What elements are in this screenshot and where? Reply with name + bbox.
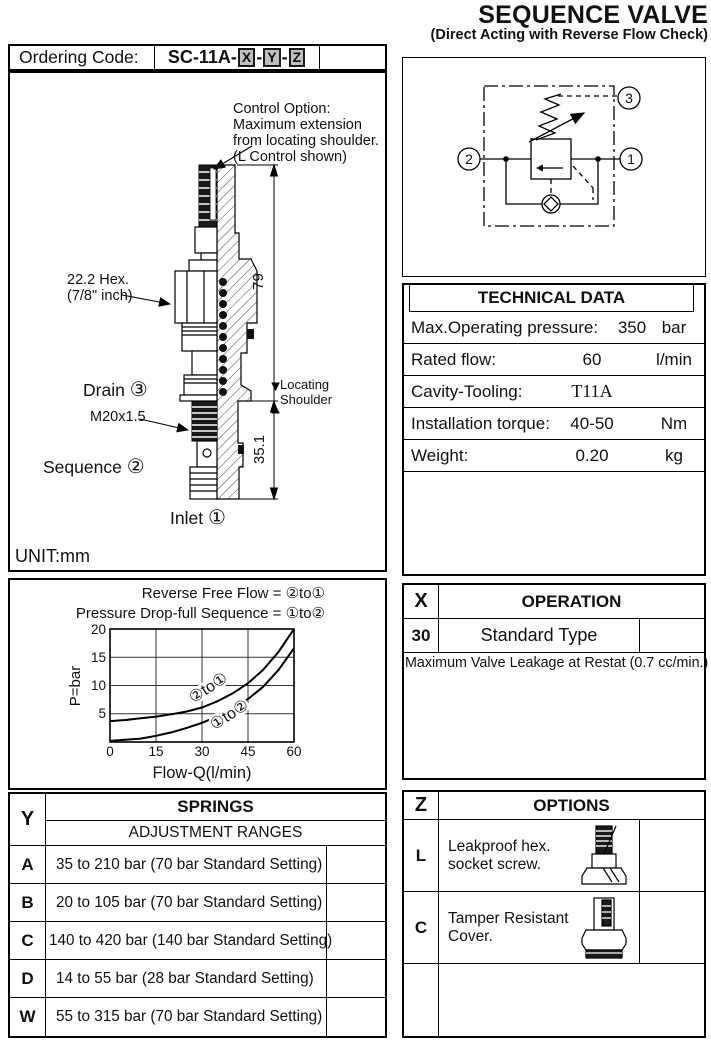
curve-label-2to1: ②to①	[186, 669, 231, 707]
x-axis-ticks	[106, 744, 301, 759]
table-row	[404, 312, 704, 344]
svg-text:45: 45	[240, 744, 256, 759]
m20-threads	[192, 401, 217, 441]
y-axis-ticks	[91, 622, 106, 721]
port3-number: 3	[625, 90, 633, 106]
locating-shoulder-label: Locating Shoulder	[280, 377, 333, 407]
performance-chart-box	[8, 578, 387, 790]
svg-text:20: 20	[90, 622, 106, 637]
spring-row-blank	[327, 846, 385, 884]
sequence-port-symbol: ②	[126, 456, 145, 478]
springs-subtitle: ADJUSTMENT RANGES	[46, 821, 385, 846]
spring-row-range: 20 to 105 bar (70 bar Standard Setting)	[46, 884, 327, 922]
spring-row-code: D	[10, 960, 46, 998]
springs-code-header: Y	[10, 794, 46, 846]
spring-row-code: W	[10, 998, 46, 1036]
operation-note: Maximum Valve Leakage at Restat (0.7 cc/min.)	[405, 655, 709, 671]
spring-row-blank	[327, 960, 385, 998]
port1-number: 1	[627, 151, 635, 167]
hex-socket-screw-icon	[573, 824, 635, 888]
dim-79: 79	[249, 273, 267, 290]
y-axis-label: P=bar	[67, 665, 84, 707]
chart-legend-line-2: Pressure Drop-full Sequence = ①to②	[75, 604, 325, 622]
spring-row-blank	[327, 884, 385, 922]
valve-symbol-square	[531, 139, 571, 179]
table-row	[404, 344, 704, 376]
ordering-blank-cell	[320, 46, 385, 69]
tech-label: Weight:	[411, 446, 469, 465]
tech-value: 0.20	[575, 446, 609, 465]
check-valve-poppet	[544, 197, 558, 211]
ordering-code-bar	[8, 44, 387, 71]
operation-table	[402, 583, 709, 780]
tech-value: 350	[617, 318, 647, 337]
technical-data-title: TECHNICAL DATA	[409, 285, 694, 312]
table-row	[404, 440, 704, 472]
ordering-code-label: Ordering Code:	[10, 46, 155, 69]
valve-body-outline	[175, 227, 217, 499]
tamper-resistant-cover-icon	[573, 896, 635, 962]
operation-code-header: X	[404, 585, 439, 619]
option-row-blank	[640, 820, 704, 892]
ordering-code-value	[155, 46, 320, 69]
spring-row-range: 14 to 55 bar (28 bar Standard Setting)	[46, 960, 327, 998]
option-row-label: Tamper Resistant Cover.	[439, 892, 640, 964]
tech-unit: Nm	[660, 414, 688, 433]
tech-unit: l/min	[656, 350, 692, 369]
spring-symbol	[536, 94, 561, 140]
svg-text:60: 60	[286, 744, 302, 759]
dim-35-1: 35.1	[251, 434, 269, 465]
spring-row-range: 35 to 210 bar (70 bar Standard Setting)	[46, 846, 327, 884]
springs-table	[8, 792, 387, 1038]
technical-data-table	[402, 283, 706, 576]
option-row-code: C	[404, 892, 439, 964]
port2-number: 2	[465, 151, 473, 167]
option-row-blank	[640, 892, 704, 964]
adjust-screw-threads	[199, 165, 217, 227]
options-code-header: Z	[404, 792, 439, 820]
drain-port-symbol: ③	[129, 379, 148, 401]
spring-row-range: 140 to 420 bar (140 bar Standard Setting)	[46, 922, 327, 960]
tech-label: Installation torque:	[411, 414, 550, 433]
x-axis-label: Flow-Q(l/min)	[152, 764, 252, 782]
valve-drawing-box	[8, 71, 387, 572]
code-prefix: SC-11A-	[167, 47, 237, 67]
code-sep-2: -	[281, 47, 288, 67]
hydraulic-schematic-box	[402, 57, 706, 277]
options-bottom-blank	[439, 964, 704, 1036]
options-table	[402, 790, 706, 1038]
operation-blank-cell	[640, 619, 704, 653]
options-bottom-code-blank	[404, 964, 439, 1036]
springs-title: SPRINGS	[46, 794, 385, 821]
hex-size-label: 22.2 Hex. (7/8" inch)	[67, 272, 133, 304]
code-x: X	[238, 48, 255, 67]
svg-text:10: 10	[90, 678, 106, 693]
page-title: SEQUENCE VALVE	[478, 1, 708, 29]
option-row-code: L	[404, 820, 439, 892]
svg-text:0: 0	[106, 744, 114, 759]
hydraulic-schematic	[403, 58, 704, 275]
tech-value: 60	[582, 350, 602, 369]
options-title: OPTIONS	[439, 792, 704, 820]
tech-value: 40-50	[570, 414, 614, 433]
spring-row-code: C	[10, 922, 46, 960]
code-y: Y	[263, 48, 280, 67]
inlet-port-symbol: ①	[207, 507, 226, 529]
curve-label-1to2: ①to②	[207, 696, 252, 734]
tech-label: Max.Operating pressure:	[411, 318, 599, 337]
tech-unit: bar	[661, 318, 687, 337]
tech-value: T11A	[571, 381, 613, 401]
pressure-flow-chart	[10, 580, 385, 788]
sequence-port-label: Sequence ②	[43, 456, 145, 478]
spring-row-code: B	[10, 884, 46, 922]
code-z: Z	[289, 48, 306, 67]
spring-row-blank	[327, 998, 385, 1036]
spring-row-code: A	[10, 846, 46, 884]
code-sep-1: -	[256, 47, 263, 67]
operation-row-code: 30	[404, 619, 439, 653]
tech-label: Rated flow:	[411, 350, 497, 369]
svg-text:15: 15	[90, 650, 106, 665]
tech-label: Cavity-Tooling:	[411, 382, 523, 401]
svg-text:5: 5	[98, 706, 106, 721]
operation-row-label: Standard Type	[439, 619, 640, 653]
operation-title: OPERATION	[439, 585, 704, 619]
table-row	[404, 408, 704, 440]
option-row-label: Leakproof hex. socket screw.	[439, 820, 640, 892]
spring-row-range: 55 to 315 bar (70 bar Standard Setting)	[46, 998, 327, 1036]
svg-text:30: 30	[194, 744, 210, 759]
tech-unit: kg	[665, 446, 683, 465]
control-option-note: Control Option: Maximum extension from locating shoulder. (L Control shown)	[233, 101, 379, 165]
m20-thread-label: M20x1.5	[90, 409, 146, 425]
page-subtitle: (Direct Acting with Reverse Flow Check)	[430, 27, 708, 43]
inlet-port-label: Inlet ①	[170, 507, 226, 529]
table-row	[404, 376, 704, 408]
drain-port-label: Drain ③	[83, 379, 148, 401]
svg-text:15: 15	[148, 744, 164, 759]
spring-row-blank	[327, 922, 385, 960]
unit-label: UNIT:mm	[15, 546, 90, 566]
chart-legend-line-1: Reverse Free Flow = ②to①	[141, 585, 325, 602]
